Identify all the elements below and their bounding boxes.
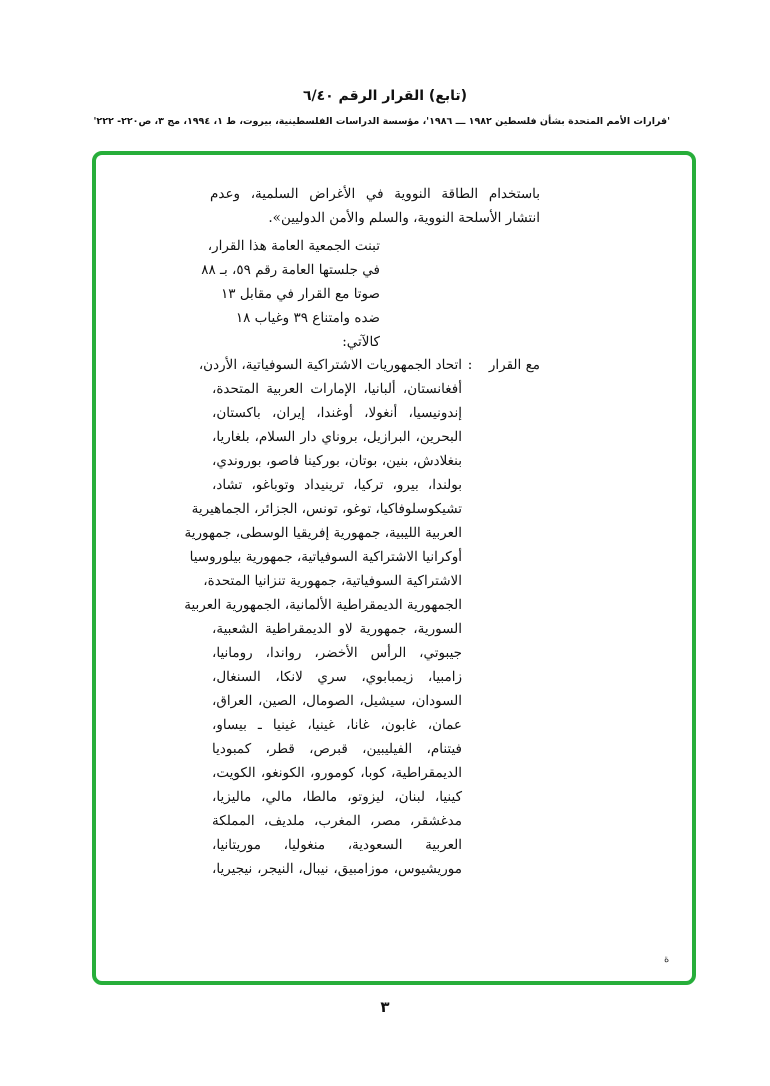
country-list-line: إندونيسيا، أنغولا، أوغندا، إيران، باكستان، bbox=[212, 405, 462, 421]
adoption-line: في جلستها العامة رقم ٥٩، بـ ٨٨ bbox=[201, 262, 380, 278]
country-list-line: الجمهورية الديمقراطية الألمانية، الجمهورية العربية bbox=[184, 597, 462, 613]
adoption-line: ضده وامتناع ٣٩ وغياب ١٨ bbox=[235, 310, 380, 326]
country-list-line: جيبوتي، الرأس الأخضر، رواندا، رومانيا، bbox=[212, 645, 462, 661]
adoption-line: صوتا مع القرار في مقابل ١٣ bbox=[221, 286, 380, 302]
in-favor-label: مع القرار bbox=[488, 357, 540, 373]
country-list-line: بنغلادش، بنين، بوتان، بوركينا فاصو، بوروندي، bbox=[212, 453, 462, 469]
in-favor-country-list bbox=[184, 353, 462, 881]
country-list-line: الاشتراكية السوفياتية، جمهورية تنزانيا المتحدة، bbox=[203, 573, 462, 589]
adoption-line: تبنت الجمعية العامة هذا القرار، bbox=[207, 238, 380, 254]
country-list-line: العربية السعودية، منغوليا، موريتانيا، bbox=[212, 837, 462, 853]
country-list-line: الديمقراطية، كوبا، كومورو، الكونغو، الكويت، bbox=[212, 765, 462, 781]
intro-paragraph bbox=[210, 182, 540, 230]
country-list-line: السودان، سيشيل، الصومال، الصين، العراق، bbox=[212, 693, 462, 709]
intro-text: باستخدام الطاقة النووية في الأغراض السلمية، وعدم انتشار الأسلحة النووية، والسلم والأمن الدوليين». bbox=[210, 186, 540, 226]
adoption-line: كالآتي: bbox=[342, 334, 380, 350]
country-list-line: تشيكوسلوفاكيا، توغو، تونس، الجزائر، الجماهيرية bbox=[191, 501, 462, 517]
country-list-line: موريشيوس، موزامبيق، نيبال، النيجر، نيجيريا، bbox=[212, 861, 462, 877]
country-list-line: مدغشقر، مصر، المغرب، ملديف، المملكة bbox=[212, 813, 462, 829]
country-list-line: بولندا، بيرو، تركيا، ترينيداد وتوباغو، تشاد، bbox=[212, 477, 462, 493]
country-list-line: البحرين، البرازيل، بروناي دار السلام، بلغاريا، bbox=[212, 429, 462, 445]
header-source-citation: 'قرارات الأمم المتحدة بشأن فلسطين ١٩٨٢ ـــ ١٩٨٦'، مؤسسة الدراسات الفلسطينية، بيروت، ط ١، ١٩٩٤، مج ٣، ص٢٢٠- ٢٢٢' bbox=[93, 116, 670, 127]
country-list-line: السورية، جمهورية لاو الديمقراطية الشعبية، bbox=[212, 621, 462, 637]
adoption-statement bbox=[201, 234, 380, 354]
in-favor-colon: : bbox=[467, 357, 473, 373]
note-mark: ة bbox=[664, 954, 670, 965]
country-list-line: عمان، غابون، غانا، غينيا، غينيا ـ بيساو، bbox=[212, 717, 462, 733]
header-title: (تابع) القرار الرقم ٦/٤٠ bbox=[302, 88, 468, 104]
country-list-line: العربية الليبية، جمهورية إفريقيا الوسطى، جمهورية bbox=[184, 525, 462, 541]
country-list-line: فيتنام، الفيليبين، قبرص، قطر، كمبوديا bbox=[212, 741, 462, 757]
country-list-line: أوكرانيا الاشتراكية السوفياتية، جمهورية بيلوروسيا bbox=[189, 549, 462, 565]
country-list-line: اتحاد الجمهوريات الاشتراكية السوفياتية، الأردن، bbox=[198, 357, 462, 373]
country-list-line: كينيا، لبنان، ليزوتو، مالطا، مالي، ماليزيا، bbox=[212, 789, 462, 805]
country-list-line: أفغانستان، ألبانيا، الإمارات العربية المتحدة، bbox=[212, 381, 462, 397]
page-number: ٣ bbox=[380, 998, 390, 1016]
country-list-line: زامبيا، زيمبابوي، سري لانكا، السنغال، bbox=[212, 669, 462, 685]
